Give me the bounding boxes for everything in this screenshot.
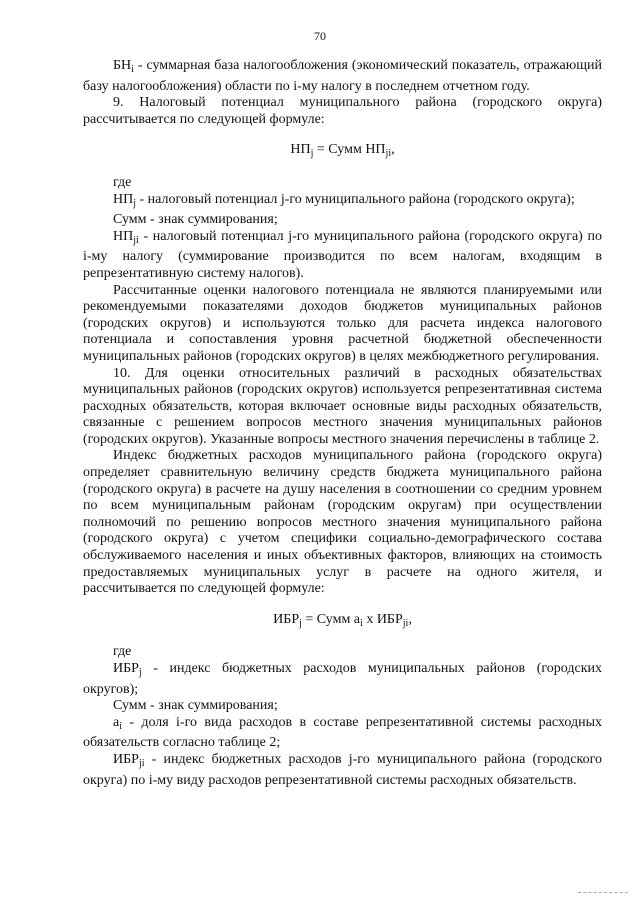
definition-np-ji: $НП_{ji}$ - налоговый потенциал j-го муниципального района (городского округа) по i-му налогу (суммирование производится по всем налогам, входящим в репрезентативную систему налогов).	[83, 228, 602, 281]
formula-ibr: $ИБР_j$ = Сумм $a_i$ x $ИБР_{ji}$,	[273, 611, 412, 629]
definition-np-j: $НП_j$ - налоговый потенциал j-го муниципального района (городского округа);	[113, 191, 575, 209]
where-label-2: где	[113, 644, 132, 660]
paragraph-10: 10. Для оценки относительных различий в расходных обязательствах муниципальных районов (городских округов) используется репрезентативная система расходных обязательств, которая включает основные виды расходных обязательств, связанные с решением вопросов местного значения муниципальных районов (городских округов). Указанные вопросы местного значения перечислены в таблице 2.	[83, 365, 602, 447]
paragraph-9: 9. Налоговый потенциал муниципального района (городского округа) рассчитывается по следующей формуле:	[83, 95, 602, 127]
page-body	[83, 58, 602, 789]
definition-a-i: $a_i$ - доля i-го вида расходов в составе репрезентативной системы расходных обязательств согласно таблице 2;	[83, 714, 602, 751]
where-label-1: где	[113, 174, 132, 190]
definition-ibr-ji: $ИБР_{ji}$ - индекс бюджетных расходов j-го муниципального района (городского округа) по i-му виду расходов репрезентативной системы расходных обязательств.	[83, 751, 602, 788]
formula-np: $НП_j$ = Сумм $НП_{ji}$,	[290, 142, 395, 160]
page-number: 70	[314, 29, 326, 43]
corner-dashed-line	[578, 892, 628, 893]
definition-sum-2: Сумм - знак суммирования;	[113, 698, 278, 714]
definition-ibr-j: $ИБР_j$ - индекс бюджетных расходов муниципальных районов (городских округов);	[83, 661, 602, 697]
paragraph-estimates: Рассчитанные оценки налогового потенциала не являются планируемыми или рекомендуемыми показателями доходов бюджетов муниципальных районов (городских округов) и используются только для расчета индекса налогового потенциала и сопоставления уровня расчетной бюджетной обеспеченности муниципальных районов (городских округов) в целях межбюджетного регулирования.	[83, 282, 602, 364]
definition-sum-1: Сумм - знак суммирования;	[113, 212, 278, 228]
paragraph-expense-index: Индекс бюджетных расходов муниципального района (городского округа) определяет сравнительную величину средств бюджета муниципального района (городского округа) в расчете на душу населения в соотношении со средним уровнем по всем муниципальным районам (городским округам) при осуществлении полномочий по решению вопросов местного значения муниципального района (городского округа) с учетом специфики социально-демографического состава обслуживаемого населения и иных объективных факторов, влияющих на стоимость предоставляемых муниципальных услуг в расчете на одного жителя, и рассчитывается по следующей формуле:	[83, 448, 602, 597]
paragraph-bn-definition: $БН_i$ - суммарная база налогообложения (экономический показатель, отражающий базу налогообложения) области по i-му налогу в последнем отчетном году.	[83, 58, 602, 94]
